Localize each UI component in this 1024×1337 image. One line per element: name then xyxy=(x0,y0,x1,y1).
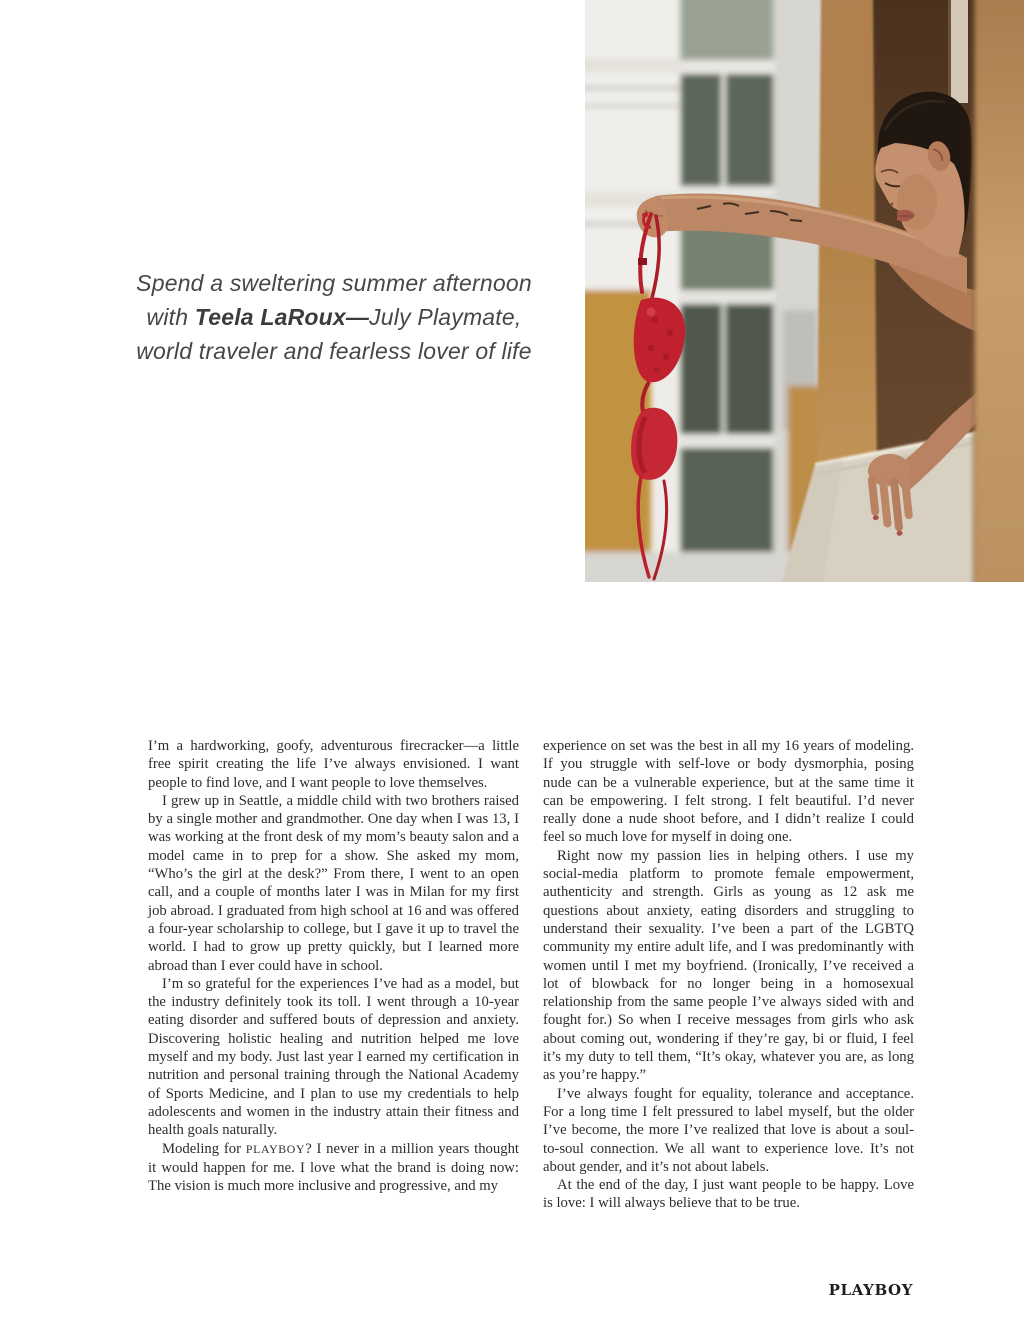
text-segment: PLAYBOY xyxy=(245,1142,306,1156)
article-paragraph xyxy=(543,1085,914,1176)
brand-logo: PLAYBOY xyxy=(828,1281,913,1299)
article-paragraph xyxy=(543,847,914,1085)
text-segment: I’m a hardworking, goofy, adventurous firecracker—a little free spirit creating the life I’ve always envisioned. I want people to find love, and I want people to love themselves. xyxy=(148,738,519,791)
background-buildings xyxy=(585,0,827,582)
nostril xyxy=(891,203,894,206)
text-segment: Right now my passion lies in helping others. I use my social-media platform to promote female empowerment, authenticity and strength. Girls as young as 12 ask me questions about anxiety, eating disorders and struggling to understand their sexuality. I’ve been a part of the LGBTQ community my entire adult life, and I was predominantly with women until I met my boyfriend. (Ironically, I’ve received a lot of blowback for no longer being in a homosexual relationship from the same people I’ve always sided with and fought for.) So when I receive messages from girls who ask about coming out, wondering if they’re gay, bi or fluid, I feel it’s my duty to tell them, “It’s okay, whatever you are, as long as you’re happy.” xyxy=(543,847,914,1084)
article-paragraph xyxy=(543,1176,914,1213)
text-segment: July Playmate, world traveler and fearless lover of life xyxy=(136,304,532,364)
text-segment: I’m so grateful for the experiences I’ve had as a model, but the industry definitely took its toll. I went through a 10-year eating disorder and suffered bouts of depression and anxiety. Discovering holistic healing and nutrition helped me love myself and my body. Just last year I earned my certification in nutrition and personal training through the National Academy of Sports Medicine, and I plan to use my credentials to help adolescents and women in the industry attain their fitness and health goals naturally. xyxy=(148,975,519,1139)
article-paragraph xyxy=(543,737,914,847)
text-segment: At the end of the day, I just want people to be happy. Love is love: I will always believe that to be true. xyxy=(543,1177,914,1212)
foreground-jamb xyxy=(972,0,1024,582)
article-column-1 xyxy=(148,737,519,1195)
text-segment: Spend a sweltering summer afternoon with xyxy=(136,270,532,330)
text-segment: experience on set was the best in all my 16 years of modeling. If you struggle with self-love or body dysmorphia, posing nude can be a vulnerable experience, but at the same time it can be empowering. I felt strong. I felt beautiful. I’d never really done a nude shoot before, and I didn’t realize I could feel so much love for myself in doing one. xyxy=(543,738,914,846)
article-paragraph xyxy=(148,975,519,1140)
text-segment: Teela LaRoux— xyxy=(194,304,370,330)
text-segment: Modeling for xyxy=(162,1140,246,1157)
text-segment: I’ve always fought for equality, tolerance and acceptance. For a long time I felt pressured to label myself, but the older I’ve become, the more I’ve realized that love is about a soul-to-soul connection. We all want to experience love. It’s not about gender, and it’s not about labels. xyxy=(543,1085,914,1175)
intro-deck xyxy=(128,266,540,368)
text-segment: ? I never in a million years thought it would happen for me. I love what the brand is doing now: The vision is much more inclusive and progressive, and my xyxy=(148,1140,519,1195)
article-column-2 xyxy=(543,737,914,1213)
text-segment: I grew up in Seattle, a middle child with two brothers raised by a single mother and grandmother. One day when I was 13, I was working at the front desk of my mom’s beauty salon and a model came in to prep for a show. She asked my mom, “Who’s the girl at the desk?” From there, I went to an open call, and a couple of months later I was in Milan for my first job abroad. I graduated from high school at 16 and was offered a four-year scholarship to college, but I gave it up to travel the world. I had to grow up pretty quickly, but I learned more abroad than I ever could have in school. xyxy=(148,792,519,974)
window-frame-strip xyxy=(951,0,968,103)
article-paragraph xyxy=(148,792,519,975)
article-paragraph xyxy=(148,737,519,792)
article-paragraph xyxy=(148,1140,519,1196)
photo xyxy=(585,0,1024,582)
photo-illustration xyxy=(585,0,1024,582)
